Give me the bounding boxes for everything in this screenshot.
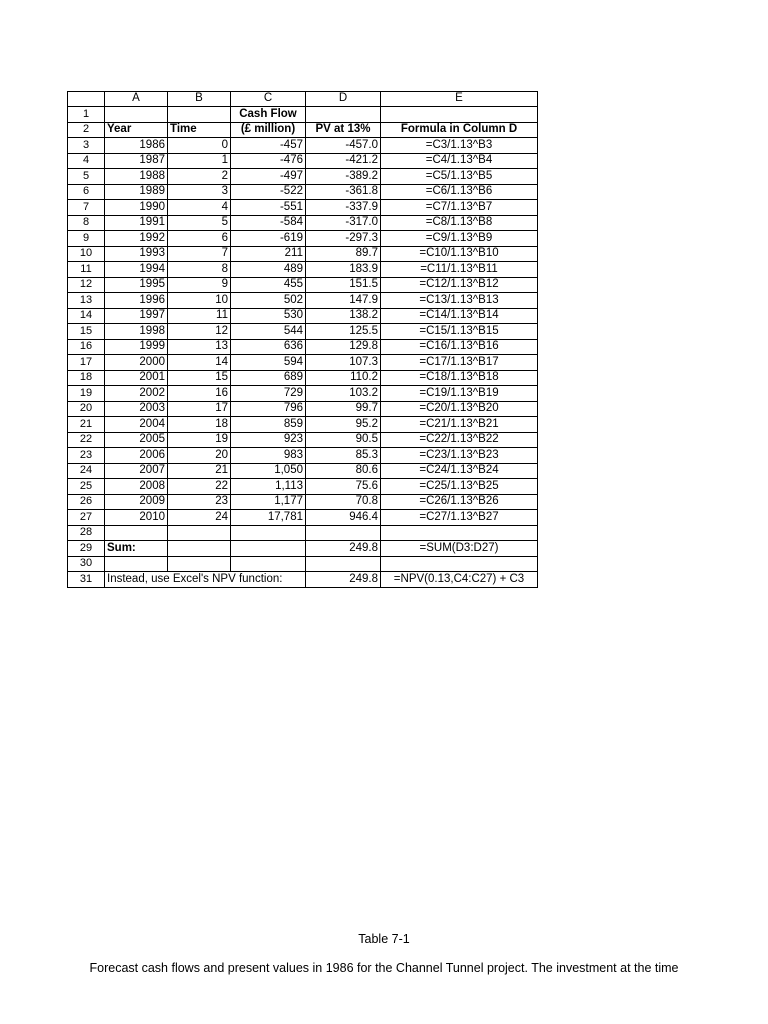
- pv-cell[interactable]: 70.8: [306, 494, 381, 510]
- cash-flow-cell[interactable]: 544: [231, 324, 306, 340]
- time-cell[interactable]: 8: [168, 262, 231, 278]
- cash-flow-cell[interactable]: 502: [231, 293, 306, 309]
- time-cell[interactable]: 15: [168, 370, 231, 386]
- header-row-2: [68, 122, 538, 138]
- row-number[interactable]: 9: [68, 231, 105, 247]
- pv-cell[interactable]: -457.0: [306, 138, 381, 154]
- pv-cell[interactable]: -337.9: [306, 200, 381, 216]
- cash-flow-cell[interactable]: -551: [231, 200, 306, 216]
- table-row: [68, 215, 538, 231]
- formula-cell[interactable]: =C9/1.13^B9: [381, 231, 538, 247]
- formula-cell[interactable]: =C23/1.13^B23: [381, 448, 538, 464]
- table-row: [68, 386, 538, 402]
- time-header-cell[interactable]: Time: [168, 122, 231, 138]
- cash-flow-cell[interactable]: -457: [231, 138, 306, 154]
- pv-cell[interactable]: 125.5: [306, 324, 381, 340]
- pv-cell[interactable]: 110.2: [306, 370, 381, 386]
- column-header-d[interactable]: D: [306, 92, 381, 107]
- table-row: [68, 401, 538, 417]
- column-header-c[interactable]: C: [231, 92, 306, 107]
- formula-cell[interactable]: =C3/1.13^B3: [381, 138, 538, 154]
- year-cell[interactable]: 1988: [105, 169, 168, 185]
- cash-flow-cell[interactable]: 530: [231, 308, 306, 324]
- cash-flow-cell[interactable]: 17,781: [231, 510, 306, 526]
- year-cell[interactable]: 1997: [105, 308, 168, 324]
- column-header-e[interactable]: E: [381, 92, 538, 107]
- time-cell[interactable]: 6: [168, 231, 231, 247]
- cell[interactable]: [231, 525, 306, 541]
- time-cell[interactable]: 10: [168, 293, 231, 309]
- cell[interactable]: [105, 107, 168, 123]
- row-number[interactable]: 28: [68, 525, 105, 541]
- formula-header-cell[interactable]: Formula in Column D: [381, 122, 538, 138]
- time-cell[interactable]: 18: [168, 417, 231, 433]
- cash-flow-cell[interactable]: -619: [231, 231, 306, 247]
- cash-flow-cell[interactable]: -476: [231, 153, 306, 169]
- row-number[interactable]: 10: [68, 246, 105, 262]
- table-description: Forecast cash flows and present values in 1986 for the Channel Tunnel project. The investment at the time: [89, 961, 679, 975]
- time-cell[interactable]: 3: [168, 184, 231, 200]
- table-row: [68, 432, 538, 448]
- table-row: [68, 277, 538, 293]
- formula-cell[interactable]: =C14/1.13^B14: [381, 308, 538, 324]
- formula-cell[interactable]: =C10/1.13^B10: [381, 246, 538, 262]
- formula-cell[interactable]: =C5/1.13^B5: [381, 169, 538, 185]
- table-row: [68, 308, 538, 324]
- formula-cell[interactable]: =C18/1.13^B18: [381, 370, 538, 386]
- year-cell[interactable]: 1995: [105, 277, 168, 293]
- time-cell[interactable]: 14: [168, 355, 231, 371]
- cash-flow-header-cell[interactable]: Cash Flow: [231, 107, 306, 123]
- pv-cell[interactable]: 147.9: [306, 293, 381, 309]
- cell[interactable]: [381, 556, 538, 572]
- pv-cell[interactable]: 75.6: [306, 479, 381, 495]
- time-cell[interactable]: 23: [168, 494, 231, 510]
- row-number[interactable]: 31: [68, 572, 105, 588]
- cash-flow-cell[interactable]: 923: [231, 432, 306, 448]
- time-cell[interactable]: 12: [168, 324, 231, 340]
- pv-cell[interactable]: -317.0: [306, 215, 381, 231]
- time-cell[interactable]: 22: [168, 479, 231, 495]
- time-cell[interactable]: 20: [168, 448, 231, 464]
- year-cell[interactable]: 1993: [105, 246, 168, 262]
- npv-formula-cell[interactable]: =NPV(0.13,C4:C27) + C3: [381, 572, 538, 588]
- time-cell[interactable]: 13: [168, 339, 231, 355]
- formula-cell[interactable]: =C8/1.13^B8: [381, 215, 538, 231]
- cash-flow-cell[interactable]: 1,177: [231, 494, 306, 510]
- row-number[interactable]: 21: [68, 417, 105, 433]
- row-number[interactable]: 11: [68, 262, 105, 278]
- row-number[interactable]: 4: [68, 153, 105, 169]
- corner-cell[interactable]: [68, 92, 105, 107]
- formula-cell[interactable]: =C27/1.13^B27: [381, 510, 538, 526]
- table-row: [68, 138, 538, 154]
- blank-row: [68, 525, 538, 541]
- formula-cell[interactable]: =C15/1.13^B15: [381, 324, 538, 340]
- cash-flow-cell[interactable]: 594: [231, 355, 306, 371]
- row-number[interactable]: 20: [68, 401, 105, 417]
- year-cell[interactable]: 1987: [105, 153, 168, 169]
- table-row: [68, 448, 538, 464]
- row-number[interactable]: 23: [68, 448, 105, 464]
- pv-cell[interactable]: 89.7: [306, 246, 381, 262]
- year-cell[interactable]: 2007: [105, 463, 168, 479]
- formula-cell[interactable]: =C16/1.13^B16: [381, 339, 538, 355]
- row-number[interactable]: 26: [68, 494, 105, 510]
- table-row: [68, 417, 538, 433]
- formula-cell[interactable]: =C4/1.13^B4: [381, 153, 538, 169]
- time-cell[interactable]: 16: [168, 386, 231, 402]
- time-cell[interactable]: 19: [168, 432, 231, 448]
- cash-flow-cell[interactable]: 636: [231, 339, 306, 355]
- cash-flow-cell[interactable]: 489: [231, 262, 306, 278]
- year-cell[interactable]: 1991: [105, 215, 168, 231]
- cash-flow-cell[interactable]: 983: [231, 448, 306, 464]
- table-row: [68, 339, 538, 355]
- table-row: [68, 262, 538, 278]
- formula-cell[interactable]: =C26/1.13^B26: [381, 494, 538, 510]
- table-row: [68, 510, 538, 526]
- npv-label-cell[interactable]: Instead, use Excel's NPV function:: [105, 572, 306, 588]
- cash-flow-cell[interactable]: -497: [231, 169, 306, 185]
- time-cell[interactable]: 1: [168, 153, 231, 169]
- spreadsheet-table: [67, 91, 538, 588]
- year-cell[interactable]: 2005: [105, 432, 168, 448]
- formula-cell[interactable]: =C25/1.13^B25: [381, 479, 538, 495]
- cell[interactable]: [168, 107, 231, 123]
- pv-cell[interactable]: 183.9: [306, 262, 381, 278]
- sum-formula-cell[interactable]: =SUM(D3:D27): [381, 541, 538, 557]
- time-cell[interactable]: 7: [168, 246, 231, 262]
- pv-cell[interactable]: 946.4: [306, 510, 381, 526]
- table-title: Table 7-1: [358, 932, 410, 946]
- cash-flow-cell[interactable]: -522: [231, 184, 306, 200]
- table-row: [68, 324, 538, 340]
- npv-row: [68, 572, 538, 588]
- pv-cell[interactable]: 99.7: [306, 401, 381, 417]
- row-number[interactable]: 5: [68, 169, 105, 185]
- year-cell[interactable]: 1998: [105, 324, 168, 340]
- row-number[interactable]: 29: [68, 541, 105, 557]
- table-row: [68, 231, 538, 247]
- table-row: [68, 153, 538, 169]
- row-number[interactable]: 16: [68, 339, 105, 355]
- cash-flow-cell[interactable]: 1,113: [231, 479, 306, 495]
- formula-cell[interactable]: =C7/1.13^B7: [381, 200, 538, 216]
- row-number[interactable]: 2: [68, 122, 105, 138]
- year-cell[interactable]: 2009: [105, 494, 168, 510]
- year-cell[interactable]: 1989: [105, 184, 168, 200]
- year-cell[interactable]: 2010: [105, 510, 168, 526]
- column-header-row: [68, 92, 538, 107]
- cell[interactable]: [381, 107, 538, 123]
- cash-flow-cell[interactable]: 211: [231, 246, 306, 262]
- time-cell[interactable]: 4: [168, 200, 231, 216]
- row-number[interactable]: 19: [68, 386, 105, 402]
- cash-flow-units-cell[interactable]: (£ million): [231, 122, 306, 138]
- cell[interactable]: [381, 525, 538, 541]
- sum-row: [68, 541, 538, 557]
- year-cell[interactable]: 2006: [105, 448, 168, 464]
- row-number[interactable]: 6: [68, 184, 105, 200]
- column-header-b[interactable]: B: [168, 92, 231, 107]
- year-cell[interactable]: 1992: [105, 231, 168, 247]
- cell[interactable]: [231, 541, 306, 557]
- year-cell[interactable]: 1990: [105, 200, 168, 216]
- year-cell[interactable]: 2002: [105, 386, 168, 402]
- time-cell[interactable]: 21: [168, 463, 231, 479]
- year-header-cell[interactable]: Year: [105, 122, 168, 138]
- pv-cell[interactable]: -389.2: [306, 169, 381, 185]
- formula-cell[interactable]: =C11/1.13^B11: [381, 262, 538, 278]
- sum-value-cell[interactable]: 249.8: [306, 541, 381, 557]
- row-number[interactable]: 12: [68, 277, 105, 293]
- pv-cell[interactable]: 129.8: [306, 339, 381, 355]
- table-row: [68, 370, 538, 386]
- row-number[interactable]: 15: [68, 324, 105, 340]
- cash-flow-cell[interactable]: 1,050: [231, 463, 306, 479]
- row-number[interactable]: 8: [68, 215, 105, 231]
- formula-cell[interactable]: =C21/1.13^B21: [381, 417, 538, 433]
- pv-cell[interactable]: 95.2: [306, 417, 381, 433]
- year-cell[interactable]: 2004: [105, 417, 168, 433]
- year-cell[interactable]: 2001: [105, 370, 168, 386]
- column-header-a[interactable]: A: [105, 92, 168, 107]
- table-row: [68, 200, 538, 216]
- row-number[interactable]: 3: [68, 138, 105, 154]
- formula-cell[interactable]: =C6/1.13^B6: [381, 184, 538, 200]
- row-number[interactable]: 24: [68, 463, 105, 479]
- header-row-1: [68, 107, 538, 123]
- pv-cell[interactable]: 151.5: [306, 277, 381, 293]
- time-cell[interactable]: 17: [168, 401, 231, 417]
- pv-cell[interactable]: 85.3: [306, 448, 381, 464]
- pv-cell[interactable]: 90.5: [306, 432, 381, 448]
- pv-header-cell[interactable]: PV at 13%: [306, 122, 381, 138]
- formula-cell[interactable]: =C13/1.13^B13: [381, 293, 538, 309]
- table-row: [68, 184, 538, 200]
- cell[interactable]: [168, 541, 231, 557]
- row-number[interactable]: 14: [68, 308, 105, 324]
- row-number[interactable]: 22: [68, 432, 105, 448]
- npv-value-cell[interactable]: 249.8: [306, 572, 381, 588]
- pv-cell[interactable]: -297.3: [306, 231, 381, 247]
- year-cell[interactable]: 1996: [105, 293, 168, 309]
- table-row: [68, 246, 538, 262]
- cash-flow-cell[interactable]: 455: [231, 277, 306, 293]
- pv-cell[interactable]: 138.2: [306, 308, 381, 324]
- cell[interactable]: [168, 525, 231, 541]
- cash-flow-cell[interactable]: 796: [231, 401, 306, 417]
- row-number[interactable]: 1: [68, 107, 105, 123]
- sum-label-cell[interactable]: Sum:: [105, 541, 168, 557]
- cash-flow-cell[interactable]: -584: [231, 215, 306, 231]
- formula-cell[interactable]: =C22/1.13^B22: [381, 432, 538, 448]
- cell[interactable]: [105, 525, 168, 541]
- formula-cell[interactable]: =C24/1.13^B24: [381, 463, 538, 479]
- cell[interactable]: [306, 525, 381, 541]
- row-number[interactable]: 7: [68, 200, 105, 216]
- row-number[interactable]: 13: [68, 293, 105, 309]
- row-number[interactable]: 17: [68, 355, 105, 371]
- cell[interactable]: [105, 556, 168, 572]
- pv-cell[interactable]: -361.8: [306, 184, 381, 200]
- time-cell[interactable]: 11: [168, 308, 231, 324]
- formula-cell[interactable]: =C12/1.13^B12: [381, 277, 538, 293]
- time-cell[interactable]: 5: [168, 215, 231, 231]
- row-number[interactable]: 25: [68, 479, 105, 495]
- table-row: [68, 293, 538, 309]
- pv-cell[interactable]: 80.6: [306, 463, 381, 479]
- pv-cell[interactable]: -421.2: [306, 153, 381, 169]
- year-cell[interactable]: 1986: [105, 138, 168, 154]
- table-row: [68, 479, 538, 495]
- year-cell[interactable]: 1999: [105, 339, 168, 355]
- pv-cell[interactable]: 107.3: [306, 355, 381, 371]
- blank-row: [68, 556, 538, 572]
- row-number[interactable]: 27: [68, 510, 105, 526]
- cell[interactable]: [306, 556, 381, 572]
- table-row: [68, 355, 538, 371]
- year-cell[interactable]: 1994: [105, 262, 168, 278]
- year-cell[interactable]: 2008: [105, 479, 168, 495]
- cell[interactable]: [168, 556, 231, 572]
- cash-flow-cell[interactable]: 859: [231, 417, 306, 433]
- table-row: [68, 463, 538, 479]
- row-number[interactable]: 30: [68, 556, 105, 572]
- cash-flow-cell[interactable]: 729: [231, 386, 306, 402]
- time-cell[interactable]: 24: [168, 510, 231, 526]
- cash-flow-cell[interactable]: 689: [231, 370, 306, 386]
- year-cell[interactable]: 2000: [105, 355, 168, 371]
- row-number[interactable]: 18: [68, 370, 105, 386]
- table-row: [68, 494, 538, 510]
- year-cell[interactable]: 2003: [105, 401, 168, 417]
- time-cell[interactable]: 9: [168, 277, 231, 293]
- cell[interactable]: [231, 556, 306, 572]
- cell[interactable]: [306, 107, 381, 123]
- formula-cell[interactable]: =C20/1.13^B20: [381, 401, 538, 417]
- table-row: [68, 169, 538, 185]
- time-cell[interactable]: 2: [168, 169, 231, 185]
- formula-cell[interactable]: =C19/1.13^B19: [381, 386, 538, 402]
- time-cell[interactable]: 0: [168, 138, 231, 154]
- pv-cell[interactable]: 103.2: [306, 386, 381, 402]
- formula-cell[interactable]: =C17/1.13^B17: [381, 355, 538, 371]
